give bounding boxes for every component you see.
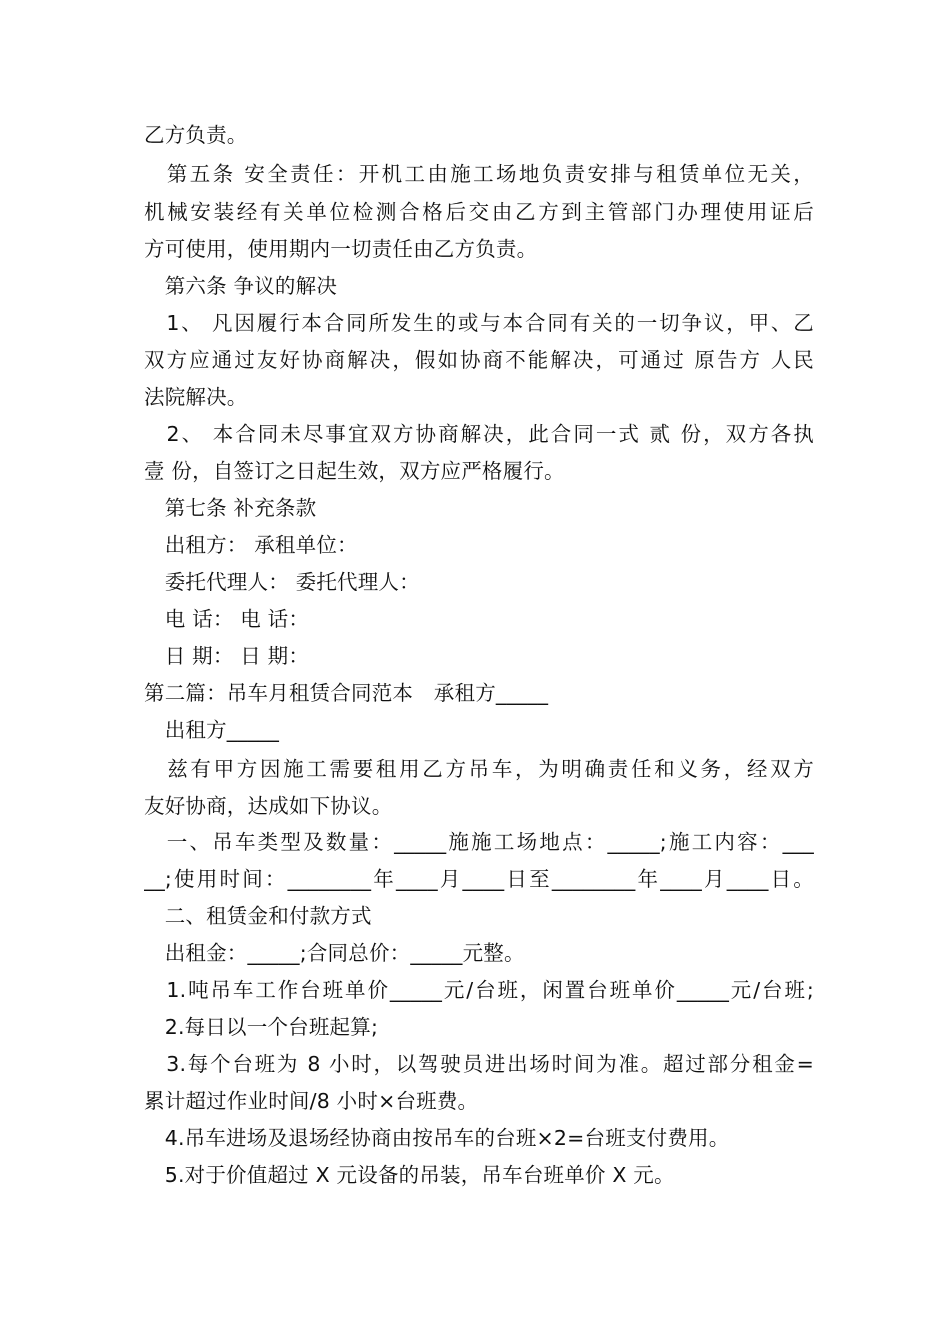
signature-line: 委托代理人： 委托代理人：	[144, 570, 420, 594]
text-line: 第五条 安全责任：开机工由施工场地负责安排与租赁单位无关，	[144, 162, 814, 186]
text-line: 一、吊车类型及数量：_____施施工场地点：_____;施工内容：___	[144, 830, 814, 854]
signature-line: 出租方： 承租单位：	[144, 533, 358, 557]
text-line: 2.每日以一个台班起算;	[144, 1015, 379, 1039]
text-line: 机械安装经有关单位检测合格后交由乙方到主管部门办理使用证后	[144, 200, 814, 224]
signature-line: 日 期： 日 期：	[144, 644, 310, 668]
signature-line: 电 话： 电 话：	[144, 607, 310, 631]
text-line: 2、 本合同未尽事宜双方协商解决，此合同一式 贰 份，双方各执	[144, 422, 814, 446]
text-line: 乙方负责。	[144, 123, 248, 147]
text-line: 双方应通过友好协商解决，假如协商不能解决，可通过 原告方 人民	[144, 348, 814, 372]
text-line: 出租金：_____;合同总价：_____元整。	[144, 941, 525, 965]
text-line: 壹 份，自签订之日起生效，双方应严格履行。	[144, 459, 565, 483]
text-line: 4.吊车进场及退场经协商由按吊车的台班×2=台班支付费用。	[144, 1126, 730, 1150]
text-line: 方可使用，使用期内一切责任由乙方负责。	[144, 237, 538, 261]
text-line: 5.对于价值超过 X 元设备的吊装，吊车台班单价 X 元。	[144, 1163, 675, 1187]
text-line: 累计超过作业时间/8 小时×台班费。	[144, 1089, 479, 1113]
text-line: 法院解决。	[144, 385, 248, 409]
section-heading: 二、租赁金和付款方式	[144, 904, 372, 928]
text-line: 1、 凡因履行本合同所发生的或与本合同有关的一切争议，甲、乙	[144, 311, 814, 335]
section-heading: 第六条 争议的解决	[144, 274, 338, 298]
text-line: 3.每个台班为 8 小时，以驾驶员进出场时间为准。超过部分租金=	[144, 1052, 814, 1076]
text-line: 出租方_____	[144, 718, 280, 742]
text-line: 1.吨吊车工作台班单价_____元/台班，闲置台班单价_____元/台班;	[144, 978, 814, 1002]
text-line: 兹有甲方因施工需要租用乙方吊车，为明确责任和义务，经双方	[144, 757, 814, 781]
text-line: 友好协商，达成如下协议。	[144, 794, 393, 818]
section-heading: 第七条 补充条款	[144, 496, 317, 520]
chapter-heading: 第二篇：吊车月租赁合同范本 承租方_____	[144, 681, 549, 705]
text-line: __;使用时间：________年____月____日至________年____月____日。	[144, 867, 814, 891]
